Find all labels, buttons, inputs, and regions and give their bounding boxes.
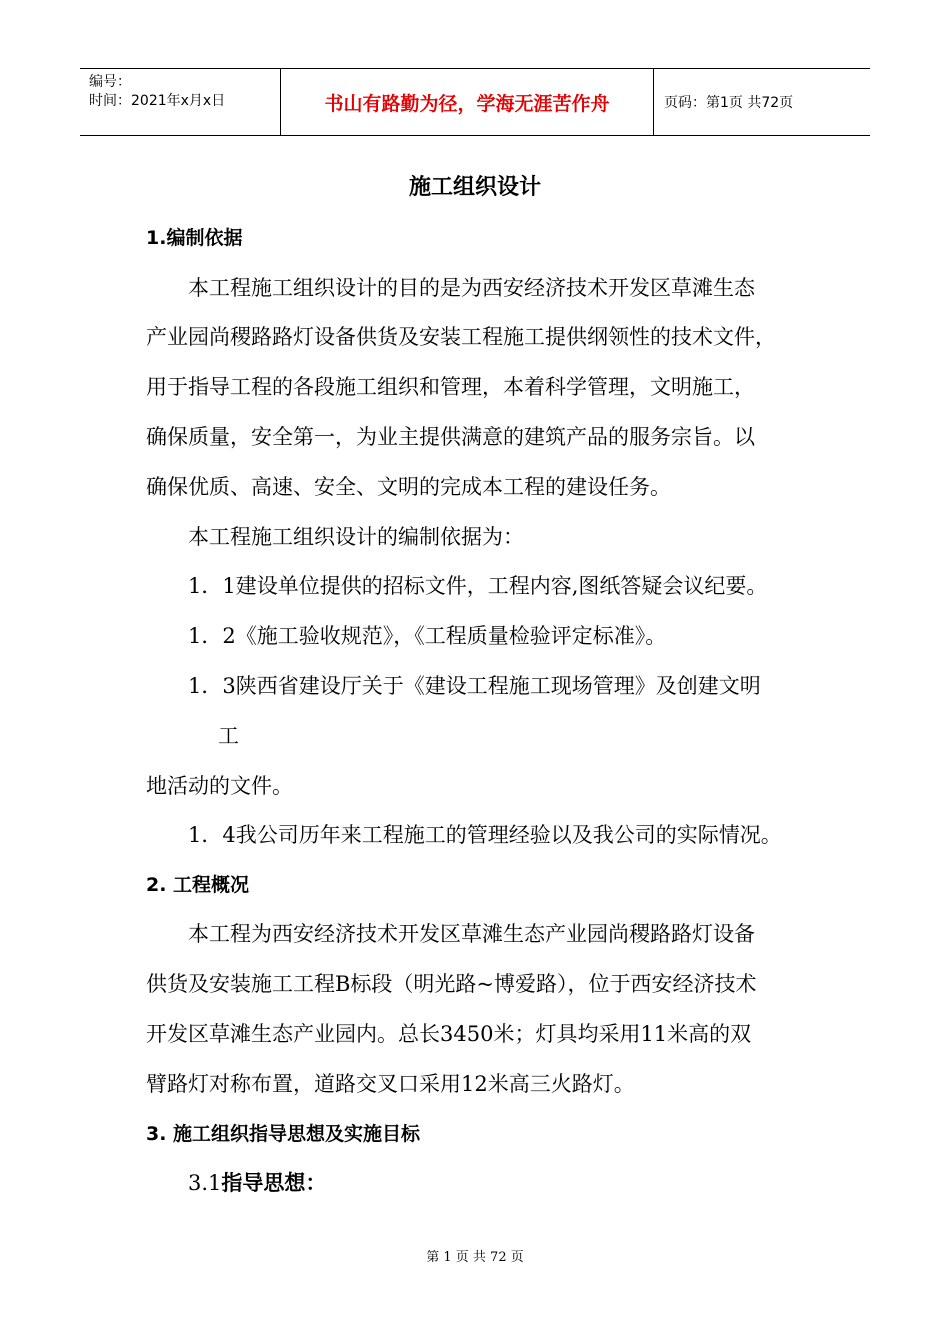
header-page-info: 页码：第1页 共72页 — [664, 95, 794, 111]
section-heading-3: 3. 施工组织指导思想及实施目标 — [146, 1123, 421, 1145]
paragraph-line: 确保质量，安全第一，为业主提供满意的建筑产品的服务宗旨。以 — [146, 425, 755, 449]
list-item: 1．2《施工验收规范》，《工程质量检验评定标准》。 — [188, 624, 667, 648]
header-meta-cell — [80, 69, 281, 135]
document-title: 施工组织设计 — [408, 175, 541, 200]
section-heading-2: 2. 工程概况 — [146, 874, 250, 896]
number-label: 编号： — [89, 74, 131, 90]
paragraph-line: 本工程为西安经济技术开发区草滩生态产业园尚稷路路灯设备 — [188, 922, 755, 946]
paragraph-line: 确保优质、高速、安全、文明的完成本工程的建设任务。 — [146, 475, 671, 499]
paragraph-line: 产业园尚稷路路灯设备供货及安装工程施工提供纲领性的技术文件， — [146, 325, 776, 349]
paragraph-line: 臂路灯对称布置，道路交叉口采用12米高三火路灯。 — [146, 1072, 635, 1096]
list-item: 1．4我公司历年来工程施工的管理经验以及我公司的实际情况。 — [188, 823, 782, 847]
list-item-continuation: 地活动的文件。 — [146, 774, 293, 798]
paragraph-line: 开发区草滩生态产业园内。总长3450米；灯具均采用11米高的双 — [146, 1022, 752, 1046]
subsection-label: 指导思想： — [221, 1171, 327, 1195]
paragraph-line: 用于指导工程的各段施工组织和管理，本着科学管理，文明施工， — [146, 375, 755, 399]
section-heading-1: 1.编制依据 — [146, 227, 243, 249]
list-item: 1．3陕西省建设厅关于《建设工程施工现场管理》及创建文明 — [188, 674, 761, 698]
header-motto: 书山有路勤为径，学海无涯苦作舟 — [281, 69, 654, 135]
list-item: 1．1建设单位提供的招标文件，工程内容,图纸答疑会议纪要。 — [188, 574, 768, 598]
paragraph-line: 供货及安装施工工程B标段（明光路~博爱路），位于西安经济技术 — [146, 972, 757, 996]
paragraph-line: 本工程施工组织设计的目的是为西安经济技术开发区草滩生态 — [188, 276, 755, 300]
paragraph-line: 本工程施工组织设计的编制依据为： — [188, 525, 524, 549]
subsection-number: 3.1 — [188, 1171, 222, 1195]
subsection-heading — [188, 1167, 326, 1197]
header-table — [80, 68, 870, 136]
page-footer: 第 1 页 共 72 页 — [426, 1250, 524, 1265]
time-label: 时间：2021年x月x日 — [89, 93, 226, 109]
list-item-continuation: 工 — [218, 724, 239, 748]
